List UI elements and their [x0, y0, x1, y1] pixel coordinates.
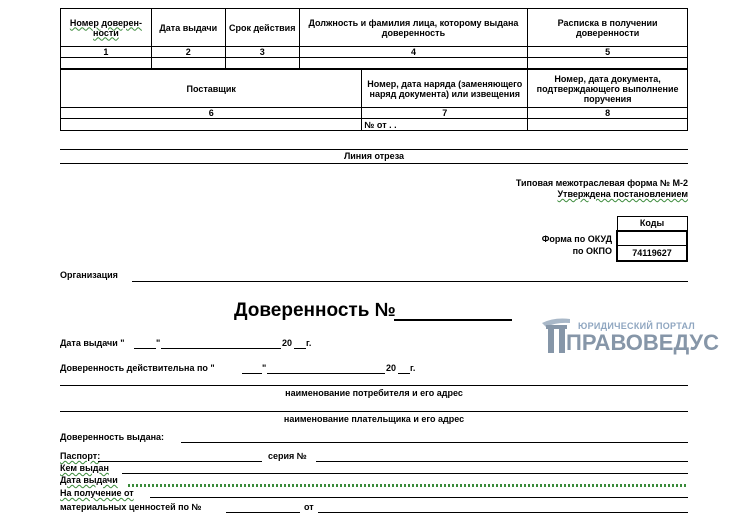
- okpo-field[interactable]: 74119627: [617, 246, 687, 261]
- date-issued-label: Дата выдачи: [60, 475, 118, 485]
- col-number-4: 4: [299, 47, 528, 58]
- passport-field[interactable]: [98, 461, 262, 462]
- col-number-2: 2: [151, 47, 225, 58]
- header-person: Должность и фамилия лица, которому выдана доверенность: [299, 9, 528, 47]
- empty-cell[interactable]: [225, 58, 299, 69]
- issuance-table: [60, 8, 688, 69]
- col-number-5: 5: [528, 47, 688, 58]
- codes-box: [616, 216, 688, 262]
- receive-label: На получение от: [60, 488, 134, 498]
- consumer-caption: наименование потребителя и его адрес: [285, 388, 463, 398]
- issued-to-label: Доверенность выдана:: [60, 432, 165, 442]
- col-number-3: 3: [225, 47, 299, 58]
- header-number: Номер доверен-ности: [61, 9, 152, 47]
- valid-label: Доверенность действительна по ": [60, 363, 215, 373]
- organization-field[interactable]: [132, 281, 688, 282]
- valid-year-prefix: 20: [386, 363, 397, 373]
- header-supplier: Поставщик: [61, 70, 362, 108]
- okud-label: Форма по ОКУД: [541, 234, 612, 244]
- valid-g: г.: [410, 363, 416, 373]
- payer-field[interactable]: [60, 411, 688, 412]
- date-issued-field[interactable]: [128, 484, 688, 487]
- valid-year-field[interactable]: [398, 373, 410, 374]
- series-label: серия №: [268, 451, 307, 461]
- empty-cell[interactable]: [528, 58, 688, 69]
- issued-by-field[interactable]: [122, 473, 688, 474]
- logo: [540, 313, 719, 357]
- supplier-table: [60, 69, 688, 131]
- header-order: Номер, дата наряда (заменяющего наряд документа) или извещения: [362, 70, 528, 108]
- issued-to-field[interactable]: [181, 442, 688, 443]
- series-field[interactable]: [316, 461, 688, 462]
- materials-from: от: [304, 502, 314, 512]
- materials-number-field[interactable]: [226, 512, 300, 513]
- empty-cell[interactable]: [151, 58, 225, 69]
- col-number-6: 6: [61, 108, 362, 119]
- organization-label: Организация: [60, 270, 118, 280]
- col-number-8: 8: [528, 108, 688, 119]
- valid-quote: ": [262, 363, 267, 373]
- header-receipt: Расписка в получении доверенности: [528, 9, 688, 47]
- empty-cell[interactable]: [299, 58, 528, 69]
- header-confirm-doc: Номер, дата документа, подтверждающего выполнение поручения: [528, 70, 688, 108]
- header-validity: Срок действия: [225, 9, 299, 47]
- issue-date-quote: ": [156, 338, 161, 348]
- col-number-7: 7: [362, 108, 528, 119]
- issue-g: г.: [306, 338, 312, 348]
- valid-month-field[interactable]: [267, 373, 385, 374]
- approved-note: Утверждена постановлением: [557, 189, 688, 199]
- valid-day-field[interactable]: [242, 373, 262, 374]
- cut-line: [60, 163, 688, 164]
- receive-field[interactable]: [150, 497, 688, 498]
- empty-cell[interactable]: [528, 119, 688, 131]
- okud-field[interactable]: [617, 231, 687, 246]
- col-number-1: 1: [61, 47, 152, 58]
- codes-header: Коды: [617, 217, 687, 231]
- issue-month-field[interactable]: [161, 348, 281, 349]
- materials-date-field[interactable]: [318, 512, 688, 513]
- issue-date-label: Дата выдачи ": [60, 338, 125, 348]
- header-issue-date: Дата выдачи: [151, 9, 225, 47]
- doc-ref-cell[interactable]: № от . .: [362, 119, 528, 131]
- issued-by-label: Кем выдан: [60, 463, 109, 473]
- issue-year-field[interactable]: [294, 348, 306, 349]
- payer-caption: наименование плательщика и его адрес: [283, 414, 465, 424]
- consumer-field[interactable]: [60, 385, 688, 386]
- empty-cell[interactable]: [61, 119, 362, 131]
- cut-line-label: Линия отреза: [343, 151, 405, 161]
- passport-label: Паспорт:: [60, 451, 101, 461]
- logo-subtitle: ЮРИДИЧЕСКИЙ ПОРТАЛ: [578, 321, 695, 331]
- okpo-label: по ОКПО: [572, 246, 612, 256]
- number-field[interactable]: [394, 319, 512, 321]
- empty-cell[interactable]: [61, 58, 152, 69]
- page-title: Доверенность №: [234, 300, 396, 321]
- issue-year-prefix: 20: [282, 338, 293, 348]
- issue-day-field[interactable]: [134, 348, 156, 349]
- form-type: Типовая межотраслевая форма № М-2: [515, 178, 688, 188]
- divider: [60, 149, 688, 150]
- logo-name: ПРАВОВЕДУС: [566, 330, 719, 355]
- materials-label: материальных ценностей по №: [60, 502, 202, 512]
